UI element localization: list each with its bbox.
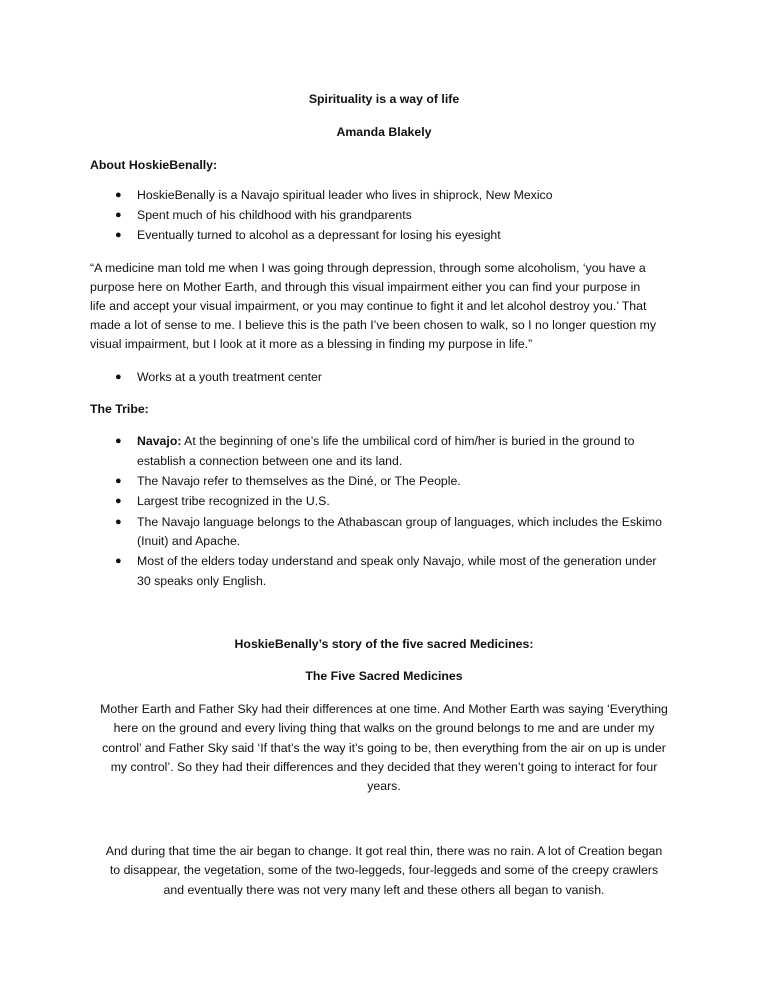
tribe-bullet-navajo-cont: establish a connection between one and its land.	[137, 454, 403, 468]
story-para1-line-1: Mother Earth and Father Sky had their differences at one time. And Mother Earth was saying ‘Everything	[100, 702, 668, 716]
navajo-text: At the beginning of one’s life the umbilical cord of him/her is buried in the ground to	[181, 434, 635, 448]
tribe-bullet-dine: The Navajo refer to themselves as the Diné, or The People.	[137, 474, 461, 488]
bullet-icon: ●	[115, 516, 122, 528]
tribe-bullet-elders-cont: 30 speaks only English.	[137, 574, 267, 588]
bullet-icon: ●	[115, 229, 122, 241]
story-para2-line-3: and eventually there was not very many left and these others all began to vanish.	[163, 883, 605, 897]
tribe-bullet-largest: Largest tribe recognized in the U.S.	[137, 494, 330, 508]
about-heading: About HoskieBenally:	[90, 158, 218, 172]
quote-line-3: life and accept your visual impairment, or you may continue to fight it and let alcohol destroy you.’ That	[90, 299, 647, 313]
story-heading: HoskieBenally’s story of the five sacred Medicines:	[234, 637, 534, 651]
tribe-heading: The Tribe:	[90, 402, 149, 416]
story-para1-line-3: control’ and Father Sky said ‘If that’s the way it’s going to be, then everything from the air on up is under	[102, 741, 666, 755]
bullet-icon: ●	[115, 371, 122, 383]
quote-line-4: made a lot of sense to me. I believe this is the path I’ve been chosen to walk, so I no longer question my	[90, 318, 656, 332]
navajo-label: Navajo:	[137, 434, 182, 448]
story-para1-line-2: here on the ground and every living thing that walks on the ground belongs to me and are under my	[113, 721, 655, 735]
bullet-icon: ●	[115, 189, 122, 201]
quote-line-2: purpose here on Mother Earth, and through this visual impairment either you can find your purpose in	[90, 280, 641, 294]
bullet-icon: ●	[115, 495, 122, 507]
bullet-icon: ●	[115, 475, 122, 487]
document-title: Spirituality is a way of life	[308, 92, 460, 106]
quote-line-1: “A medicine man told me when I was going through depression, through some alcoholism, ‘you have a	[90, 261, 646, 275]
tribe-bullet-elders: Most of the elders today understand and speak only Navajo, while most of the generation under	[137, 554, 657, 568]
story-title: The Five Sacred Medicines	[305, 669, 463, 683]
document-author: Amanda Blakely	[336, 125, 432, 139]
quote-line-5: visual impairment, but I look at it more as a blessing in finding my purpose in life.”	[90, 337, 533, 351]
bullet-icon: ●	[115, 435, 122, 447]
tribe-bullet-navajo	[137, 432, 634, 450]
story-para2-line-1: And during that time the air began to change. It got real thin, there was no rain. A lot of Creation began	[105, 844, 663, 858]
bullet-icon: ●	[115, 209, 122, 221]
story-para1-line-5: years.	[367, 779, 401, 793]
about-bullet-3: Eventually turned to alcohol as a depressant for losing his eyesight	[137, 228, 501, 242]
tribe-bullet-language-cont: (Inuit) and Apache.	[137, 534, 241, 548]
story-para2-line-2: to disappear, the vegetation, some of the two-leggeds, four-leggeds and some of the creepy crawlers	[109, 863, 659, 877]
bullet-icon: ●	[115, 555, 122, 567]
tribe-bullet-language: The Navajo language belongs to the Athabascan group of languages, which includes the Eskimo	[137, 515, 663, 529]
about-bullet-2: Spent much of his childhood with his grandparents	[137, 208, 412, 222]
about-bullet-1: HoskieBenally is a Navajo spiritual leader who lives in shiprock, New Mexico	[137, 188, 553, 202]
story-para1-line-4: my control’. So they had their differences and they decided that they weren’t going to interact for four	[110, 760, 658, 774]
work-bullet: Works at a youth treatment center	[137, 370, 322, 384]
